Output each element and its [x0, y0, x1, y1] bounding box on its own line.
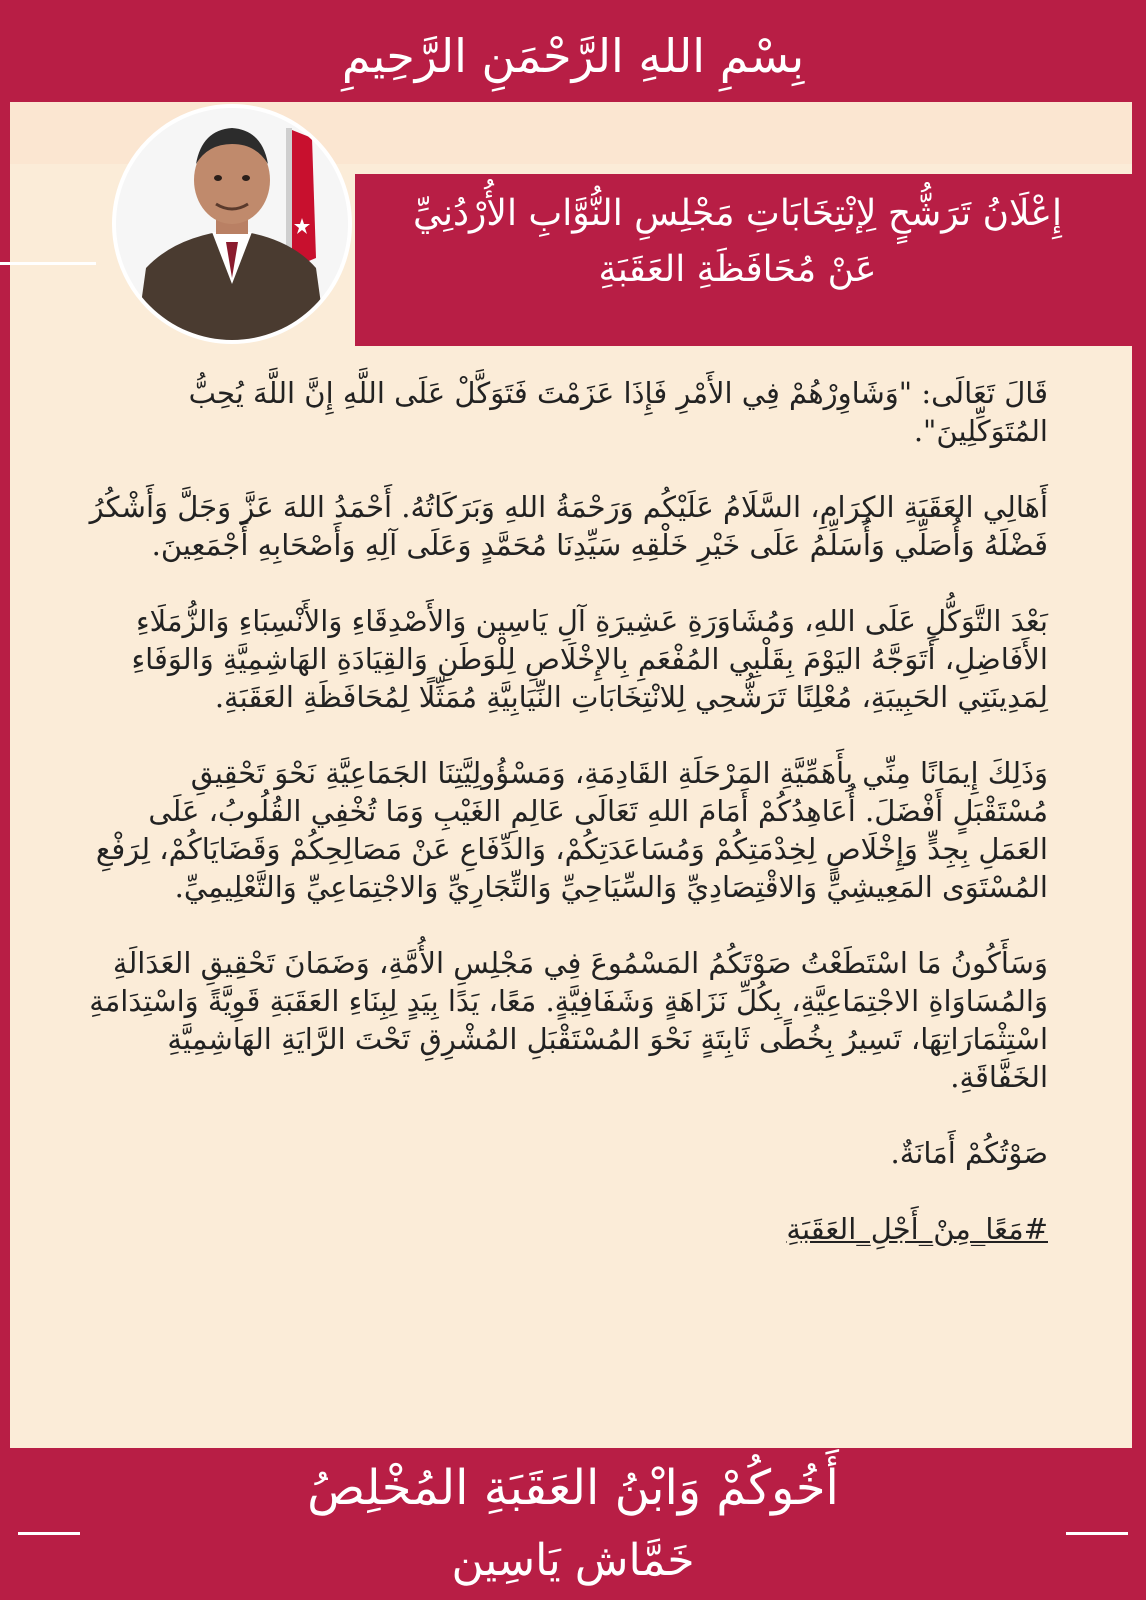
greeting-paragraph: أَهَالِي العَقَبَةِ الكِرَامِ، السَّلَامُ عَلَيْكُم وَرَحْمَةُ اللهِ وَبَرَكَاتُهُ. أَحْمَدُ اللهَ عَزَّ وَجَلَّ وَأَشْكُرُ فَضْلَهُ وَأُصَلِّي وَأُسَلِّمُ عَلَى خَيْرِ خَلْقِهِ سَيِّدِنَا مُحَمَّدٍ وَعَلَى آلِهِ وَأَصْحَابِهِ أَجْمَعِينَ.: [89, 490, 1048, 562]
slogan-paragraph: صَوْتُكُمْ أَمَانَةٌ.: [890, 1136, 1048, 1170]
quran-quote: قَالَ تَعَالَى: "وَشَاوِرْهُمْ فِي الأَمْرِ فَإِذَا عَزَمْتَ فَتَوَكَّلْ عَلَى اللَّهِ إِنَّ اللَّهَ يُحِبُّ المُتَوَكِّلِينَ".: [188, 376, 1048, 448]
candidate-name: خَمَّاش يَاسِين: [451, 1535, 695, 1586]
candidacy-paragraph: بَعْدَ التَّوَكُّلِ عَلَى اللهِ، وَمُشَاوَرَةِ عَشِيرَةِ آلِ يَاسِين وَالأَصْدِقَاءِ وَالأَنْسِبَاءِ وَالزُّمَلَاءِ الأَفَاضِلِ، أَتَوَجَّهُ اليَوْمَ بِقَلْبِي المُفْعَمِ بِالإِخْلَاصِ لِلْوَطَنِ وَالقِيَادَةِ الهَاشِمِيَّةِ وَالوَفَاءِ لِمَدِينَتِي الحَبِيبَةِ، مُعْلِنًا تَرَشُّحِي لِلانْتِخَابَاتِ النِّيَابِيَّةِ مُمَثِّلًا لِمُحَافَظَةِ العَقَبَةِ.: [131, 604, 1048, 714]
commitment-paragraph: وَذَلِكَ إِيمَانًا مِنِّي بِأَهَمِّيَّةِ المَرْحَلَةِ القَادِمَةِ، وَمَسْؤُولِيَّتِنَا الجَمَاعِيَّةِ نَحْوَ تَحْقِيقِ مُسْتَقْبَلٍ أَفْضَلَ. أُعَاهِدُكُمْ أَمَامَ اللهِ تَعَالَى عَالِمِ الغَيْبِ وَمَا تُخْفِي القُلُوبُ، عَلَى العَمَلِ بِجِدٍّ وَإِخْلَاصٍ لِخِدْمَتِكُمْ وَمُسَاعَدَتِكُمْ، وَالدِّفَاعِ عَنْ مَصَالِحِكُمْ وَقَضَايَاكُمْ، لِرَفْعِ المُسْتَوَى المَعِيشِيِّ وَالاقْتِصَادِيِّ وَالسِّيَاحِيِّ وَالتِّجَارِيِّ وَالاجْتِمَاعِيِّ وَالتَّعْلِيمِيِّ.: [95, 756, 1048, 904]
announcement-line-1: إِعْلَانُ تَرَشُّحٍ لِإنْتِخَابَاتِ مَجْلِسِ النُّوَّابِ الأُرْدُنِيِّ: [412, 193, 1063, 234]
candidate-portrait-icon: [116, 108, 348, 340]
candidate-photo: [112, 104, 352, 344]
signature-line-1: أَخُوكُمْ وَابْنُ العَقَبَةِ المُخْلِصُ: [307, 1460, 839, 1516]
vision-paragraph: وَسَأَكُونُ مَا اسْتَطَعْتُ صَوْتَكُمُ المَسْمُوعَ فِي مَجْلِسِ الأُمَّةِ، وَضَمَانَ تَحْقِيقِ العَدَالَةِ وَالمُسَاوَاةِ الاجْتِمَاعِيَّةِ، بِكُلِّ نَزَاهَةٍ وَشَفَافِيَّةٍ. مَعًا، يَدًا بِيَدٍ لِبِنَاءِ العَقَبَةِ قَوِيَّةً وَاسْتِدَامَةِ اسْتِثْمَارَاتِهَا، تَسِيرُ بِخُطًى ثَابِتَةٍ نَحْوَ المُسْتَقْبَلِ المُشْرِقِ تَحْتَ الرَّايَةِ الهَاشِمِيَّةِ الخَفَّاقَةِ.: [89, 946, 1048, 1094]
announcement-line-2: عَنْ مُحَافَظَةِ العَقَبَةِ: [598, 249, 877, 290]
basmala-heading: بِسْمِ اللهِ الرَّحْمَنِ الرَّحِيمِ: [341, 29, 805, 83]
statement-body: [86, 374, 1048, 1286]
hashtag[interactable]: #مَعًا_مِنْ_أَجْلِ_العَقَبَةِ: [786, 1212, 1048, 1246]
decorative-line-left: [0, 262, 96, 265]
announcement-title: [355, 186, 1120, 298]
